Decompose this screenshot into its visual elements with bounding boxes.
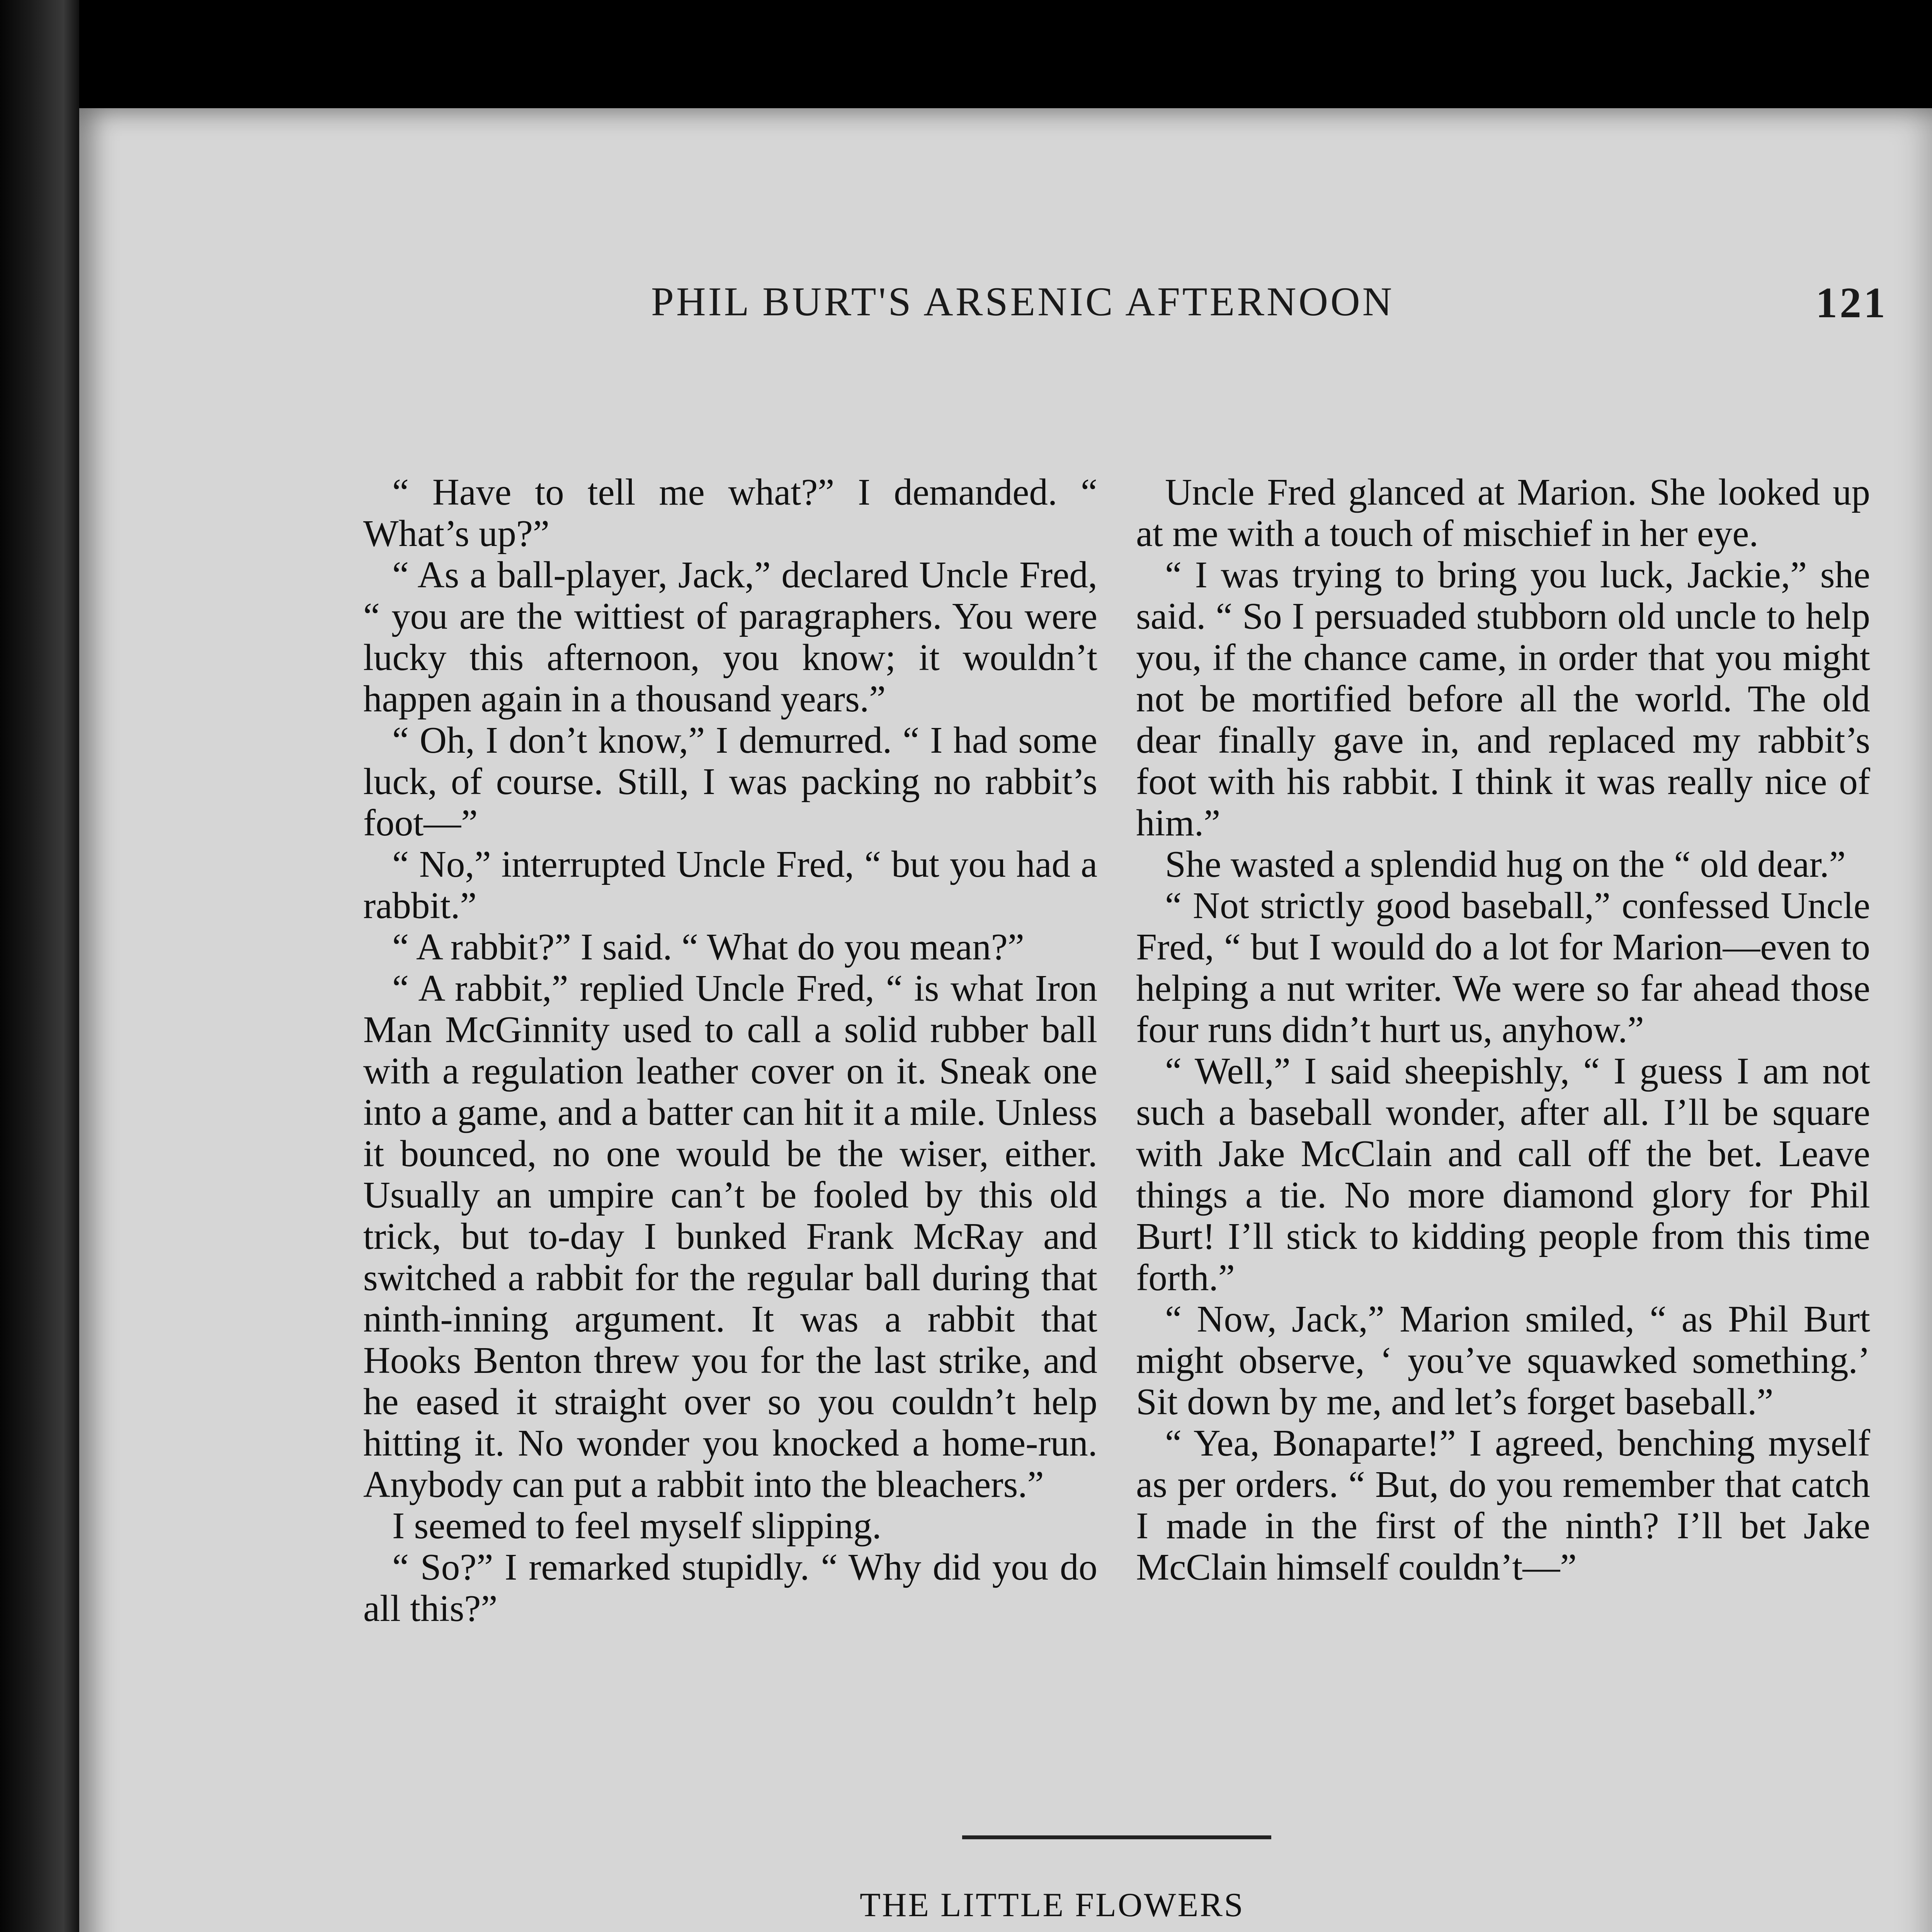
paragraph: “ Have to tell me what?” I demanded. “ What’s up?” — [363, 471, 1097, 554]
section-divider — [962, 1835, 1271, 1839]
poem-title: THE LITTLE FLOWERS — [860, 1886, 1245, 1924]
book-page — [79, 108, 1932, 1932]
book-spine-shadow — [0, 0, 79, 1932]
paragraph: “ No,” interrupted Uncle Fred, “ but you had a rabbit.” — [363, 844, 1097, 926]
running-head-title: PHIL BURT'S ARSENIC AFTERNOON — [651, 279, 1395, 324]
paragraph: “ Not strictly good baseball,” confessed Uncle Fred, “ but I would do a lot for Marion—even to helping a nut writer. We were so far ahead those four runs didn’t hurt us, anyhow.” — [1136, 885, 1870, 1050]
right-column — [1136, 471, 1870, 1588]
paragraph: “ As a ball-player, Jack,” declared Uncle Fred, “ you are the wittiest of paragraphers. You were lucky this afternoon, you know; it wouldn’t happen again in a thousand years.” — [363, 554, 1097, 719]
paragraph: “ Well,” I said sheepishly, “ I guess I am not such a baseball wonder, after all. I’ll be square with Jake McClain and call off the bet. Leave things a tie. No more diamond glory for Phil Burt! I’ll stick to kidding people from this time forth.” — [1136, 1050, 1870, 1298]
left-column — [363, 471, 1097, 1629]
paragraph: Uncle Fred glanced at Marion. She looked up at me with a touch of mischief in her eye. — [1136, 471, 1870, 554]
paragraph: I seemed to feel myself slipping. — [392, 1505, 882, 1546]
paragraph: She wasted a splendid hug on the “ old dear.” — [1165, 844, 1846, 885]
paragraph: “ A rabbit,” replied Uncle Fred, “ is what Iron Man McGinnity used to call a solid rubber ball with a regulation leather cover on it. Sneak one into a game, and a batter can hit it a mile. Unless it bounced, no one would be the wiser, either. Usually an umpire can’t be fooled by this old trick, but to-day I bunked Frank McRay and switched a rabbit for the regular ball during that ninth-inning argument. It was a rabbit that Hooks Benton threw you for the last strike, and he eased it straight over so you couldn’t help hitting it. No wonder you knocked a home-run. Anybody can put a rabbit into the bleachers.” — [363, 968, 1097, 1505]
paragraph: “ A rabbit?” I said. “ What do you mean?” — [392, 926, 1024, 968]
paragraph: “ Oh, I don’t know,” I demurred. “ I had some luck, of course. Still, I was packing no rabbit’s foot—” — [363, 719, 1097, 844]
paragraph: “ I was trying to bring you luck, Jackie,” she said. “ So I persuaded stubborn old uncle to help you, if the chance came, in order that you might not be mortified before all the world. The old dear finally gave in, and replaced my rabbit’s foot with his rabbit. I think it was really nice of him.” — [1136, 554, 1870, 844]
paragraph: “ So?” I remarked stupidly. “ Why did you do all this?” — [363, 1546, 1097, 1629]
paragraph: “ Now, Jack,” Marion smiled, “ as Phil Burt might observe, ‘ you’ve squawked something.’ Sit down by me, and let’s forget baseball.” — [1136, 1298, 1870, 1422]
page-number: 121 — [1816, 279, 1888, 327]
running-head — [651, 278, 1888, 355]
paragraph: “ Yea, Bonaparte!” I agreed, benching myself as per orders. “ But, do you remember that catch I made in the first of the ninth? I’ll bet Jake McClain himself couldn’t—” — [1136, 1422, 1870, 1588]
